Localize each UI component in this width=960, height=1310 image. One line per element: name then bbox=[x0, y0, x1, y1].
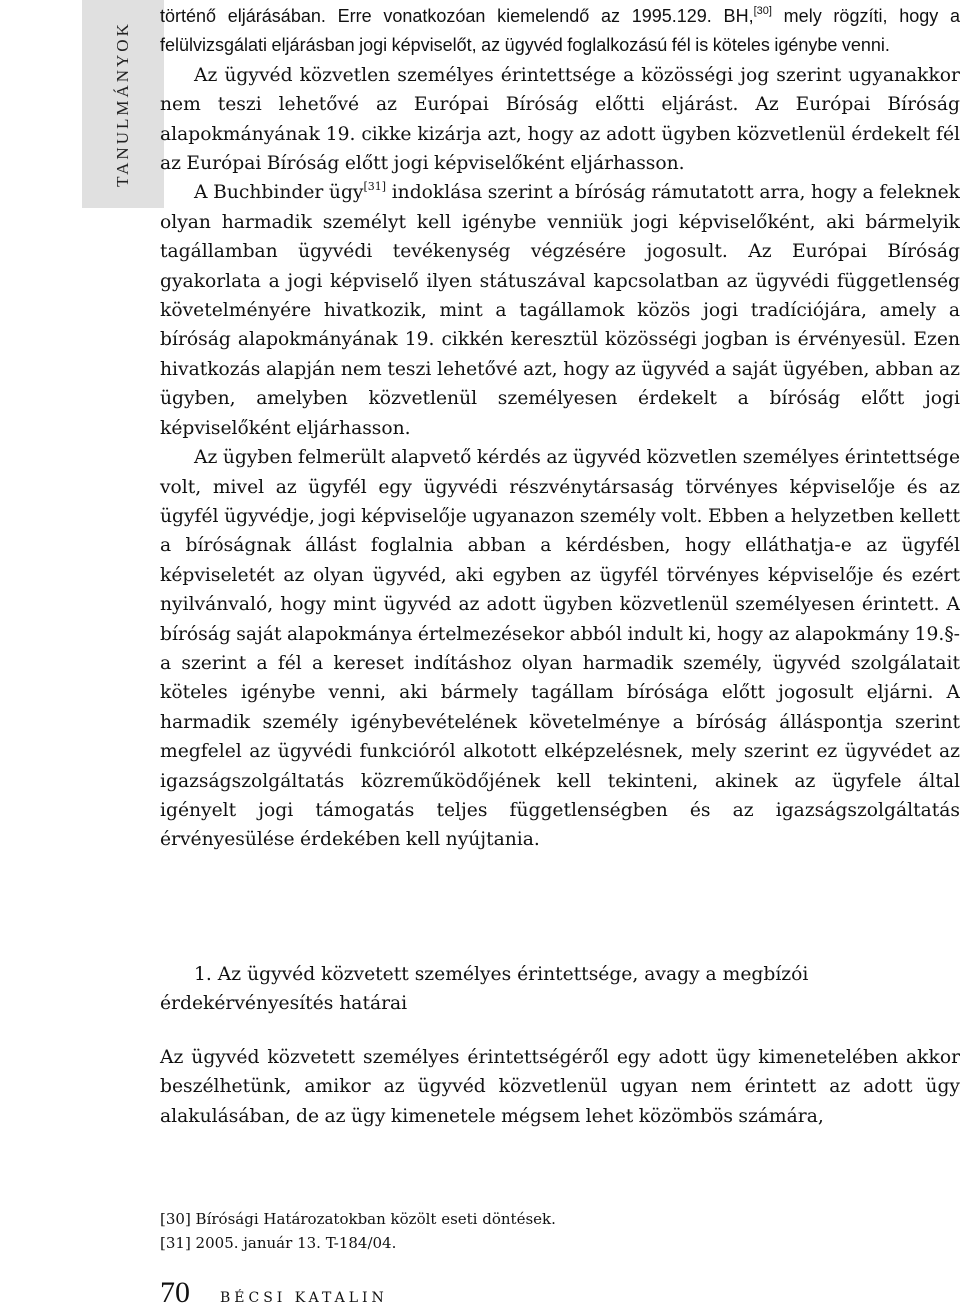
page-footer bbox=[160, 1276, 388, 1310]
section-paragraph: Az ügyvéd közvetett személyes érintettségéről egy adott ügy kimenetelében akkor beszélhetünk, amikor az ügyvéd közvetlenül ugyan nem érintett az adott ügy alakulásában, de az ügy kimenetele mégsem lehet közömbös számára, bbox=[160, 1047, 960, 1127]
section-tab bbox=[82, 0, 164, 208]
author-name: BÉCSI KATALIN bbox=[220, 1290, 388, 1306]
paragraph-1-text-a: történő eljárásában. Erre vonatkozóan kiemelendő az 1995.129. BH, bbox=[160, 6, 754, 26]
paragraph-3-text-b: indoklása szerint a bíróság rámutatott arra, hogy a feleknek olyan harmadik személyt kell igénybe venniük jogi képviselőként, aki bármelyik tagállamban ügyvédi tevékenység végzésére jogosult. Az Európai Bíróság gyakorlata a jogi képviselő ilyen státuszával kapcsolatban az ügyvédi függetlenség követelményére hivatkozik, mint a tagállamok közös jogi tradíciójára, amely a bíróság alapokmányának 19. cikkén keresztül közösségi jogban is érvényesül. Ezen hivatkozás alapján nem teszi lehetővé azt, hogy az ügyvéd a saját ügyében, abban az ügyben, amelyben közvetlenül személyesen érdekelt a bíróság előtt jogi képviselőként eljárhasson. bbox=[160, 182, 960, 439]
footnote-ref-30[interactable]: [30] bbox=[753, 5, 772, 17]
section-tab-label: TANULMÁNYOK bbox=[113, 21, 132, 187]
paragraph-3-text-a: A Buchbinder ügy bbox=[194, 182, 364, 204]
footnotes bbox=[160, 1207, 556, 1255]
paragraph-3 bbox=[160, 178, 960, 443]
section-number: 1. bbox=[194, 964, 212, 985]
paragraph-1-text-b: mely rögzíti, hogy a felülvizsgálati eljárásban jogi képviselőt, az ügyvéd foglalkozású fél is köteles igénybe venni. bbox=[160, 6, 960, 56]
section-heading bbox=[160, 960, 960, 1019]
section-title: Az ügyvéd közvetett személyes érintettsége, avagy a megbízói érdekérvényesítés határai bbox=[160, 964, 809, 1015]
paragraph-1 bbox=[160, 0, 960, 61]
paragraph-2: Az ügyvéd közvetlen személyes érintettsége a közösségi jog szerint ugyanakkor nem teszi lehetővé az Európai Bíróság előtti eljárást. Az Európai Bíróság alapokmányának 19. cikke kizárja azt, hogy az adott ügyben közvetlenül érdekelt fél az Európai Bíróság előtt jogi képviselőként eljárhasson. bbox=[160, 64, 960, 175]
page-content bbox=[160, 0, 960, 1252]
paragraph-4: Az ügyben felmerült alapvető kérdés az ügyvéd közvetlen személyes érintettsége volt, mivel az ügyfél egy ügyvédi részvénytársaság törvényes képviselője és az ügyfél ügyvédje, jogi képviselője ugyanazon személy volt. Ebben a helyzetben kellett a bíróságnak állást foglalnia abban a kérdésben, hogy elláthatja-e az ügyfél képviseletét az olyan ügyvéd, aki egyben az ügyfél törvényes képviselője és ezért nyilvánvaló, hogy mint ügyvéd az adott ügyben közvetlenül személyesen érintett. A bíróság saját alapokmánya értelmezésekor abból indult ki, hogy az alapokmány 19.§-a szerint a fél a kereset indításhoz olyan harmadik személy, ügyvéd szolgálatait köteles igénybe venni, aki bármely tagállam bírósága előtt jogosult eljárni. A harmadik személy igénybevételének követelménye a bíróság álláspontja szerint megfelel az ügyvédi funkcióról alkotott elképzelésnek, mely szerint ez ügyvédet az igazságszolgáltatás közreműködőjének kell tekinteni, akinek az ügyfele által igényelt jogi támogatás teljes függetlenségben és az igazságszolgáltatás érvényesülése érdekében kell nyújtania. bbox=[160, 447, 960, 851]
footnote-31: [31] 2005. január 13. T-184/04. bbox=[160, 1234, 397, 1252]
footnote-30: [30] Bírósági Határozatokban közölt eseti döntések. bbox=[160, 1210, 556, 1228]
page-number: 70 bbox=[160, 1276, 190, 1309]
footnote-ref-31[interactable]: [31] bbox=[363, 180, 387, 194]
